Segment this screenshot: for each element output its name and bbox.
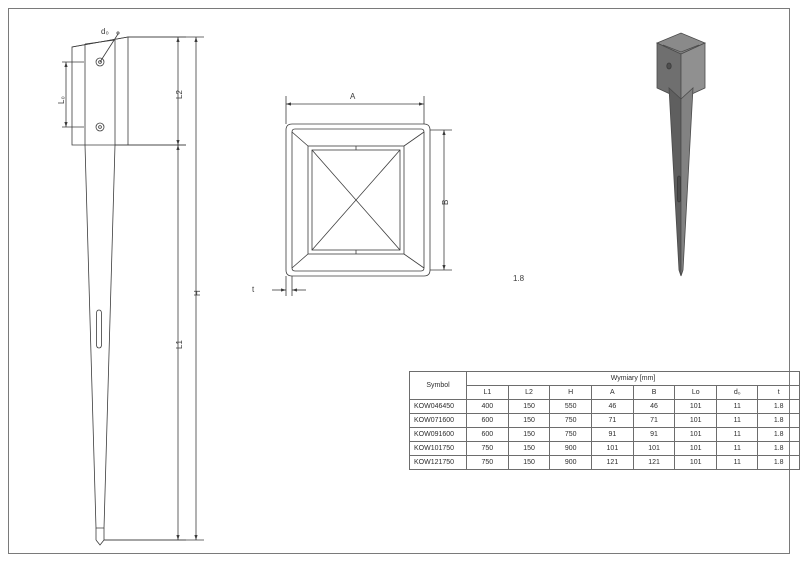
table-header-L1: L1 — [467, 386, 509, 400]
cell-Lo: 101 — [675, 456, 717, 470]
cell-symbol: KOW101750 — [410, 442, 467, 456]
cell-A: 46 — [592, 400, 634, 414]
dim-L0 — [62, 62, 84, 127]
cell-d0: 11 — [717, 400, 758, 414]
dim-L1 — [104, 145, 186, 540]
table-header-row-columns — [410, 386, 800, 400]
cell-t: 1.8 — [758, 428, 800, 442]
cell-Lo: 101 — [675, 414, 717, 428]
cell-H: 900 — [550, 442, 592, 456]
table-row — [410, 442, 800, 456]
table-header-H: H — [550, 386, 592, 400]
table-header-symbol: Symbol — [410, 372, 467, 400]
table-header-Lo: Lo — [675, 386, 717, 400]
cell-t: 1.8 — [758, 400, 800, 414]
table-row — [410, 400, 800, 414]
label-scale-note: 1.8 — [513, 274, 525, 283]
cell-B: 121 — [633, 456, 675, 470]
top-view — [286, 124, 430, 276]
cell-L2: 150 — [508, 414, 550, 428]
cell-B: 91 — [633, 428, 675, 442]
cell-L1: 600 — [467, 428, 509, 442]
cell-t: 1.8 — [758, 442, 800, 456]
cell-symbol: KOW046450 — [410, 400, 467, 414]
cell-A: 101 — [592, 442, 634, 456]
cell-L1: 750 — [467, 456, 509, 470]
dim-t — [272, 276, 306, 296]
cell-L1: 600 — [467, 414, 509, 428]
cell-symbol: KOW091600 — [410, 428, 467, 442]
cell-H: 900 — [550, 456, 592, 470]
cell-t: 1.8 — [758, 414, 800, 428]
cell-H: 750 — [550, 428, 592, 442]
isometric-view — [657, 33, 705, 276]
cell-d0: 11 — [717, 442, 758, 456]
label-t: t — [252, 285, 255, 294]
cell-B: 101 — [633, 442, 675, 456]
label-L1: L1 — [175, 340, 184, 349]
table-row — [410, 428, 800, 442]
table-header-row-group — [410, 372, 800, 386]
dimensions-table — [409, 371, 800, 470]
label-L0: L₀ — [57, 96, 66, 104]
cell-L2: 150 — [508, 442, 550, 456]
table-header-group: Wymiary [mm] — [467, 372, 800, 386]
table-header-B: B — [633, 386, 675, 400]
cell-Lo: 101 — [675, 442, 717, 456]
cell-L1: 400 — [467, 400, 509, 414]
cell-Lo: 101 — [675, 400, 717, 414]
dim-H — [104, 37, 204, 540]
cell-d0: 11 — [717, 428, 758, 442]
label-A: A — [350, 92, 356, 101]
cell-symbol: KOW121750 — [410, 456, 467, 470]
cell-A: 121 — [592, 456, 634, 470]
cell-H: 550 — [550, 400, 592, 414]
cell-symbol: KOW071600 — [410, 414, 467, 428]
label-H: H — [193, 290, 202, 296]
cell-L2: 150 — [508, 400, 550, 414]
cell-H: 750 — [550, 414, 592, 428]
table-header-d0: d₀ — [717, 386, 758, 400]
hole-diameter-leader — [100, 32, 119, 62]
cell-L1: 750 — [467, 442, 509, 456]
cell-L2: 150 — [508, 428, 550, 442]
cell-B: 46 — [633, 400, 675, 414]
label-d0: d₀ — [101, 27, 109, 36]
cell-B: 71 — [633, 414, 675, 428]
table-header-A: A — [592, 386, 634, 400]
table-row — [410, 414, 800, 428]
table-row — [410, 456, 800, 470]
cell-d0: 11 — [717, 414, 758, 428]
cell-A: 91 — [592, 428, 634, 442]
front-view-spike — [85, 145, 115, 545]
label-B: B — [441, 199, 450, 205]
cell-d0: 11 — [717, 456, 758, 470]
label-L2: L2 — [175, 90, 184, 99]
cell-Lo: 101 — [675, 428, 717, 442]
cell-L2: 150 — [508, 456, 550, 470]
table-header-L2: L2 — [508, 386, 550, 400]
cell-t: 1.8 — [758, 456, 800, 470]
front-view-sleeve — [72, 37, 128, 145]
table-header-t: t — [758, 386, 800, 400]
cell-A: 71 — [592, 414, 634, 428]
